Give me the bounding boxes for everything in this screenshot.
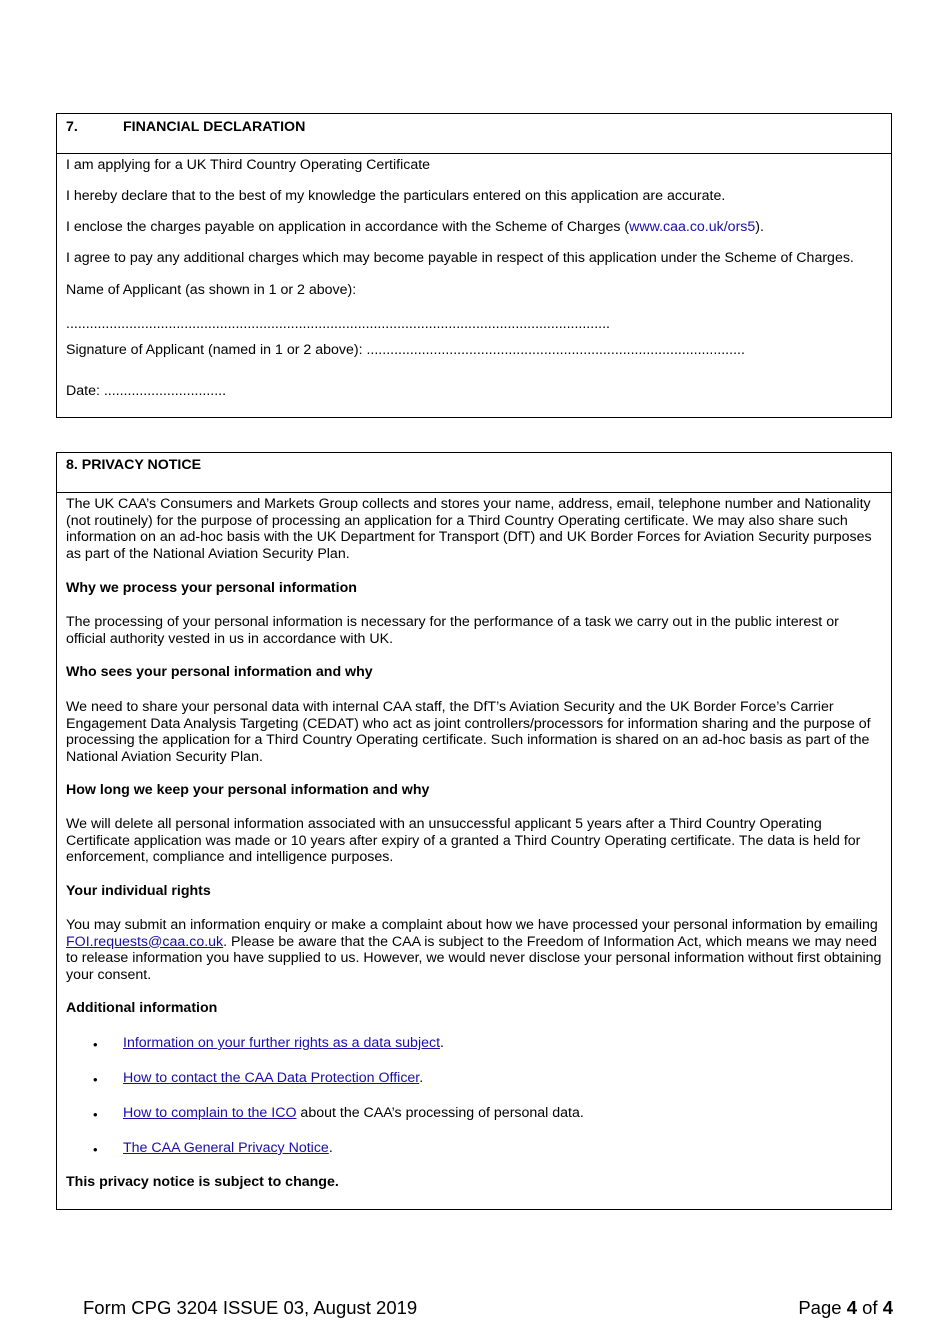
rights-text-start: You may submit an information enquiry or make a complaint about how we have processed your personal information by emailing — [66, 917, 878, 933]
section-title: FINANCIAL DECLARATION — [123, 119, 306, 135]
how-long-text: We will delete all personal information associated with an unsuccessful applicant 5 years after a Third Country Operating Certificate application was made or 10 years after expiry of a granted a Third Country Operating certificate. The data is held for enforcement, compliance and intelligence purposes. — [66, 816, 861, 865]
rights-text — [66, 917, 882, 983]
general-privacy-notice-link[interactable]: The CAA General Privacy Notice — [123, 1140, 329, 1156]
list-item-suffix: . — [440, 1035, 444, 1051]
applicant-name-label: Name of Applicant (as shown in 1 or 2 above): — [66, 282, 357, 298]
privacy-closing-note: This privacy notice is subject to change. — [66, 1174, 339, 1190]
declaration-line-additional-charges: I agree to pay any additional charges which may become payable in respect of this application under the Scheme of Charges. — [66, 250, 854, 266]
page-number — [798, 1297, 893, 1319]
who-heading: Who sees your personal information and why — [66, 664, 373, 680]
privacy-notice-section — [56, 452, 892, 1210]
applicant-name-field[interactable]: .......................................................................................................................................... — [66, 316, 610, 332]
list-item-suffix: . — [328, 1140, 333, 1156]
who-text: We need to share your personal data with internal CAA staff, the DfT’s Aviation Security and the UK Border Force’s Carrier Engagement Data Analysis Targeting (CEDAT) who act as joint controllers/processors for information sharing and the purpose of processing the application for a Third Country Operating certificate. Such information is shared on an ad-hoc basis as part of the National Aviation Security Plan. — [66, 699, 871, 765]
scheme-of-charges-link[interactable]: www.caa.co.uk/ors5 — [629, 219, 756, 235]
bullet-icon: • — [93, 1142, 98, 1157]
privacy-notice-header — [57, 453, 891, 493]
bullet-icon: • — [93, 1072, 98, 1087]
financial-declaration-header — [57, 114, 891, 154]
date-field[interactable]: Date: ............................... — [66, 383, 227, 399]
rights-text-end: . Please be aware that the CAA is subject to the Freedom of Information Act, which means we may need to release information you have supplied to us. However, we would never disclose your personal information without first obtaining your consent. — [66, 933, 882, 983]
page-total: 4 — [882, 1297, 893, 1318]
why-heading: Why we process your personal information — [66, 580, 357, 596]
rights-heading: Your individual rights — [66, 883, 211, 899]
ico-complaint-link[interactable]: How to complain to the ICO — [123, 1105, 297, 1121]
why-text: The processing of your personal information is necessary for the performance of a task we carry out in the public interest or official authority vested in us in accordance with UK. — [66, 614, 839, 647]
declaration-line-applying: I am applying for a UK Third Country Operating Certificate — [66, 157, 431, 173]
privacy-intro: The UK CAA’s Consumers and Markets Group collects and stores your name, address, email, telephone number and Nationality (not routinely) for the purpose of processing an application for a Third Country Operating certificate. We may also share such information on an ad-hoc basis with the UK Department for Transport (DfT) and UK Border Forces for Aviation Security purposes as part of the National Aviation Security Plan. — [66, 496, 872, 562]
list-item-suffix: . — [419, 1070, 424, 1086]
charges-text-end: ). — [755, 219, 764, 235]
declaration-line-charges — [66, 219, 764, 235]
bullet-icon: • — [93, 1107, 98, 1122]
declaration-line-accurate: I hereby declare that to the best of my knowledge the particulars entered on this application are accurate. — [66, 188, 726, 204]
charges-text: I enclose the charges payable on application in accordance with the Scheme of Charges ( — [66, 219, 630, 235]
page-prefix: Page — [798, 1297, 847, 1318]
foi-email-link[interactable]: FOI.requests@caa.co.uk — [66, 933, 224, 950]
financial-declaration-section — [56, 113, 892, 418]
page-current: 4 — [846, 1297, 857, 1318]
applicant-signature-field[interactable]: Signature of Applicant (named in 1 or 2 above): ................................................................................................ — [66, 342, 745, 358]
page-mid: of — [856, 1297, 883, 1318]
additional-info-heading: Additional information — [66, 1000, 218, 1016]
data-protection-officer-link[interactable]: How to contact the CAA Data Protection Officer — [123, 1070, 420, 1086]
how-long-heading: How long we keep your personal information and why — [66, 782, 430, 798]
list-item-suffix: about the CAA’s processing of personal data. — [296, 1105, 584, 1121]
section-number: 7. — [66, 119, 78, 135]
form-identifier: Form CPG 3204 ISSUE 03, August 2019 — [83, 1297, 418, 1318]
bullet-icon: • — [93, 1037, 98, 1052]
section-title: 8. PRIVACY NOTICE — [66, 457, 202, 473]
data-subject-rights-link[interactable]: Information on your further rights as a data subject — [123, 1035, 441, 1051]
